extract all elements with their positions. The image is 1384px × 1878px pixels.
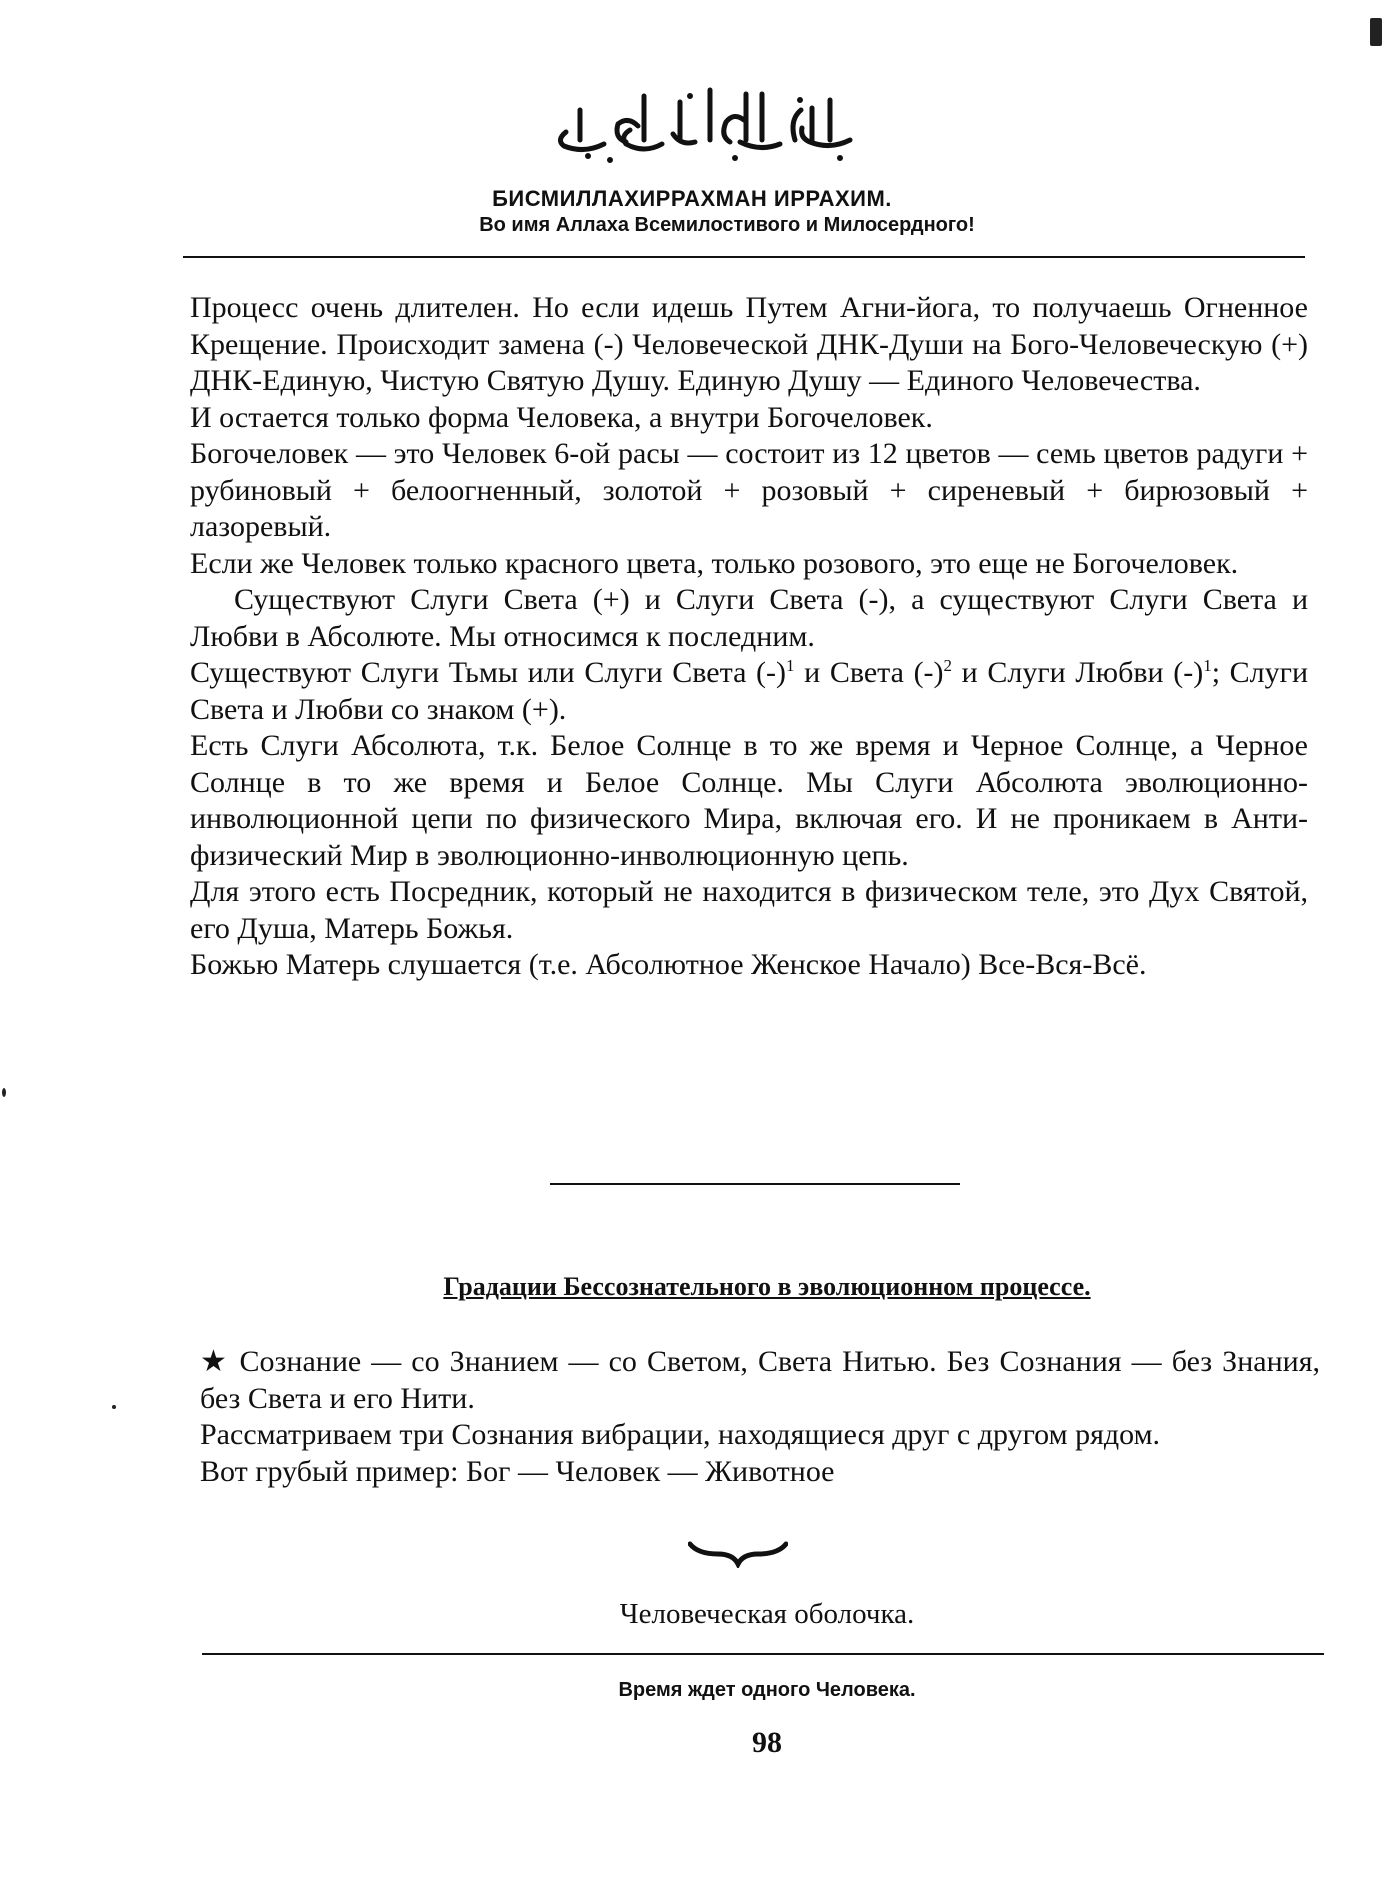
section-title: Градации Бессознательного в эволюционном процессе. bbox=[443, 1272, 1091, 1301]
main-body bbox=[190, 290, 1308, 984]
scan-speck bbox=[2, 1088, 6, 1097]
paragraph-7: Есть Слуги Абсолюта, т.к. Белое Солнце в то же время и Черное Солнце, а Черное Солнце в то же время и Белое Солнце. Мы Слуги Абсолюта эволюционно-инволюционной цепи по физического Мира, включая его. И не проникаем в Анти-физический Мир в эволюционно-инволюционную цепь. bbox=[190, 729, 1308, 872]
page-number: 98 bbox=[752, 1726, 782, 1759]
paragraph-8: Для этого есть Посредник, который не находится в физическом теле, это Дух Святой, его Душа, Матерь Божья. bbox=[190, 875, 1308, 945]
section-divider bbox=[550, 1183, 960, 1185]
star-icon: ★ bbox=[200, 1344, 230, 1379]
paragraph-9: Божью Матерь слушается (т.е. Абсолютное Женское Начало) Все-Вся-Всё. bbox=[190, 948, 1147, 981]
scan-speck bbox=[112, 1405, 116, 1409]
brace-label: Человеческая оболочка. bbox=[619, 1598, 915, 1630]
header-title: БИСМИЛЛАХИРРАХМАН ИРРАХИМ. bbox=[492, 186, 892, 211]
footnote-mark-2: 2 bbox=[943, 656, 953, 675]
paragraph-6-part-b: и Света (-) bbox=[794, 656, 944, 689]
paragraph-3: Богочеловек — это Человек 6-ой расы — состоит из 12 цветов — семь цветов радуги + рубиновый + белоогненный, золотой + розовый + сиреневый + бирюзовый + лазоревый. bbox=[190, 437, 1308, 543]
header-subtitle: Во имя Аллаха Всемилостивого и Милосердного! bbox=[479, 214, 975, 236]
section-paragraph-1 bbox=[200, 1344, 1320, 1417]
footnote-mark-1: 1 bbox=[786, 656, 795, 675]
underbrace-icon bbox=[688, 1538, 788, 1568]
paragraph-1: Процесс очень длителен. Но если идешь Путем Агни-йога, то получаешь Огненное Крещение. Происходит замена (-) Человеческой ДНК-Души на Бого-Человеческую (+) ДНК-Единую, Чистую Святую Душу. Единую Душу — Единого Человечества. bbox=[190, 291, 1308, 397]
footer-rule bbox=[202, 1653, 1324, 1655]
header-rule bbox=[183, 256, 1305, 258]
section-body bbox=[200, 1344, 1320, 1490]
bismillah-calligraphy-icon bbox=[540, 70, 870, 170]
section-paragraph-2: Рассматриваем три Сознания вибрации, находящиеся друг с другом рядом. bbox=[200, 1418, 1161, 1451]
paragraph-5: Существуют Слуги Света (+) и Слуги Света (-), а существуют Слуги Света и Любви в Абсолюте. Мы относимся к последним. bbox=[190, 583, 1308, 653]
paragraph-2: И остается только форма Человека, а внутри Богочеловек. bbox=[190, 400, 933, 434]
paragraph-6 bbox=[190, 655, 1308, 728]
scan-speck bbox=[1370, 18, 1382, 46]
paragraph-4: Если же Человек только красного цвета, только розового, это еще не Богочеловек. bbox=[190, 546, 1239, 580]
paragraph-6-part-a: Существуют Слуги Тьмы или Слуги Света (-) bbox=[190, 656, 787, 689]
paragraph-6-part-d: ; Слуги Света и Любви со знаком (+). bbox=[190, 656, 1308, 726]
paragraph-6-part-c: и Слуги Любви (-) bbox=[952, 656, 1204, 689]
footnote-mark-3: 1 bbox=[1203, 656, 1212, 675]
section-paragraph-1-text: Сознание — со Знанием — со Светом, Света Нитью. Без Сознания — без Знания, без Света и его Нити. bbox=[200, 1345, 1320, 1415]
footer-text: Время ждет одного Человека. bbox=[618, 1679, 916, 1701]
section-paragraph-3: Вот грубый пример: Бог — Человек — Животное bbox=[200, 1454, 835, 1488]
